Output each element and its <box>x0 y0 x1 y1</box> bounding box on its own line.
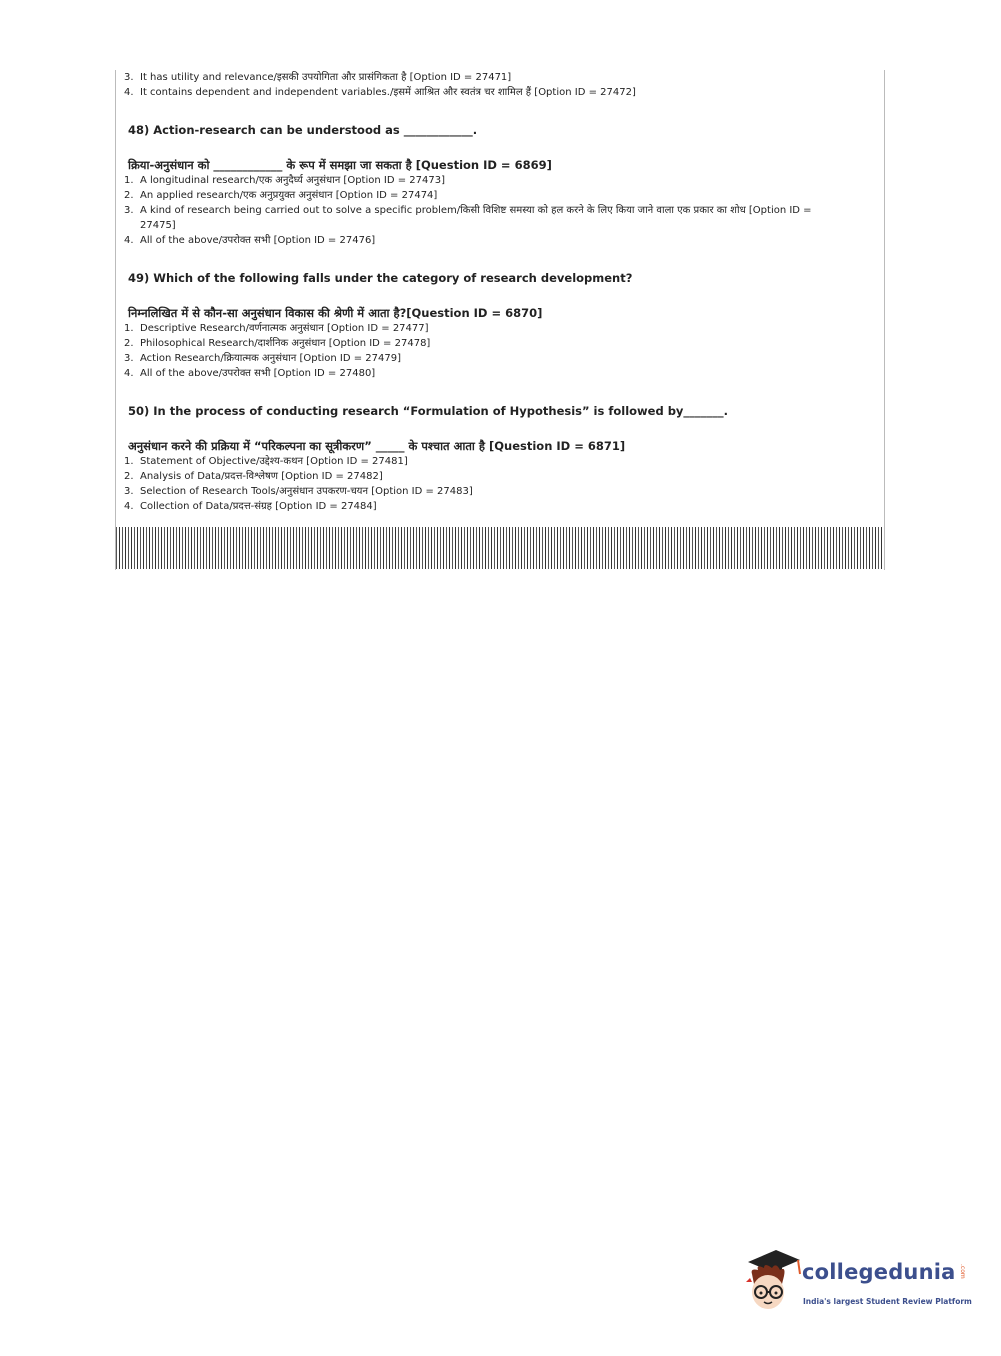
question-49 <box>124 270 844 381</box>
option-number: 3. <box>124 486 134 497</box>
option-text: All of the above/उपरोक्त सभी [Option ID = 27476] <box>140 235 376 246</box>
option-item <box>124 85 844 100</box>
option-text: An applied research/एक अनुप्रयुक्त अनुसंधान [Option ID = 27474] <box>140 190 438 201</box>
option-number: 4. <box>124 235 134 246</box>
option-text: A kind of research being carried out to solve a specific problem/किसी विशिष्ट समस्या को हल करने के लिए किया जाने वाला एक प्रकार का शोध [Option ID = 27475] <box>140 205 812 231</box>
option-text: Philosophical Research/दार्शनिक अनुसंधान [Option ID = 27478] <box>140 338 431 349</box>
option-number: 3. <box>124 205 134 216</box>
option-text: All of the above/उपरोक्त सभी [Option ID = 27480] <box>140 368 376 379</box>
question-hindi: अनुसंधान करने की प्रक्रिया में “परिकल्पना का सूत्रीकरण” _____ के पश्चात आता है [Question ID = 6871] <box>128 439 626 453</box>
option-item <box>124 454 844 469</box>
collegedunia-logo <box>742 1248 972 1318</box>
option-item <box>124 70 844 85</box>
option-number: 1. <box>124 323 134 334</box>
logo-suffix: .com <box>959 1264 966 1279</box>
option-item <box>124 351 844 366</box>
option-text: Analysis of Data/प्रदत्त-विश्लेषण [Option ID = 27482] <box>140 471 383 482</box>
option-text: It contains dependent and independent variables./इसमें आश्रित और स्वतंत्र चर शामिल हैं [Option ID = 27472] <box>140 87 636 98</box>
option-item <box>124 188 844 203</box>
option-number: 4. <box>124 87 134 98</box>
option-number: 4. <box>124 501 134 512</box>
option-number: 1. <box>124 456 134 467</box>
option-item <box>124 321 844 336</box>
option-item <box>124 366 844 381</box>
option-item <box>124 336 844 351</box>
question-english: 50) In the process of conducting research “Formulation of Hypothesis” is followed by_______. <box>128 404 729 418</box>
option-text: Collection of Data/प्रदत्त-संग्रह [Option ID = 27484] <box>140 501 377 512</box>
option-item <box>124 203 844 233</box>
option-number: 2. <box>124 190 134 201</box>
option-item <box>124 469 844 484</box>
question-48 <box>124 122 844 248</box>
question-english: 48) Action-research can be understood as ____________. <box>128 123 478 137</box>
barcode-strip <box>116 527 884 569</box>
mascot-icon <box>742 1248 804 1318</box>
question-paper-content <box>124 70 844 514</box>
logo-tagline: India's largest Student Review Platform <box>803 1297 972 1306</box>
question-english: 49) Which of the following falls under the category of research development? <box>128 271 633 285</box>
option-item <box>124 173 844 188</box>
option-text: Statement of Objective/उद्देश्य-कथन [Option ID = 27481] <box>140 456 408 467</box>
option-text: Action Research/क्रियात्मक अनुसंधान [Option ID = 27479] <box>140 353 402 364</box>
option-number: 1. <box>124 175 134 186</box>
option-number: 4. <box>124 368 134 379</box>
option-text: Descriptive Research/वर्णनात्मक अनुसंधान [Option ID = 27477] <box>140 323 429 334</box>
option-item <box>124 484 844 499</box>
question-hindi: क्रिया-अनुसंधान को ____________ के रूप में समझा जा सकता है [Question ID = 6869] <box>128 158 552 172</box>
option-item <box>124 233 844 248</box>
logo-brand-text: collegedunia <box>802 1260 956 1284</box>
option-number: 2. <box>124 471 134 482</box>
option-text: A longitudinal research/एक अनुदैर्घ्य अनुसंधान [Option ID = 27473] <box>140 175 445 186</box>
question-hindi: निम्नलिखित में से कौन-सा अनुसंधान विकास की श्रेणी में आता है?[Question ID = 6870] <box>128 306 543 320</box>
previous-question-options <box>124 70 844 100</box>
option-number: 2. <box>124 338 134 349</box>
option-item <box>124 499 844 514</box>
option-text: It has utility and relevance/इसकी उपयोगिता और प्रासंगिकता है [Option ID = 27471] <box>140 72 512 83</box>
option-number: 3. <box>124 72 134 83</box>
question-50 <box>124 403 844 514</box>
option-number: 3. <box>124 353 134 364</box>
option-text: Selection of Research Tools/अनुसंधान उपकरण-चयन [Option ID = 27483] <box>140 486 473 497</box>
